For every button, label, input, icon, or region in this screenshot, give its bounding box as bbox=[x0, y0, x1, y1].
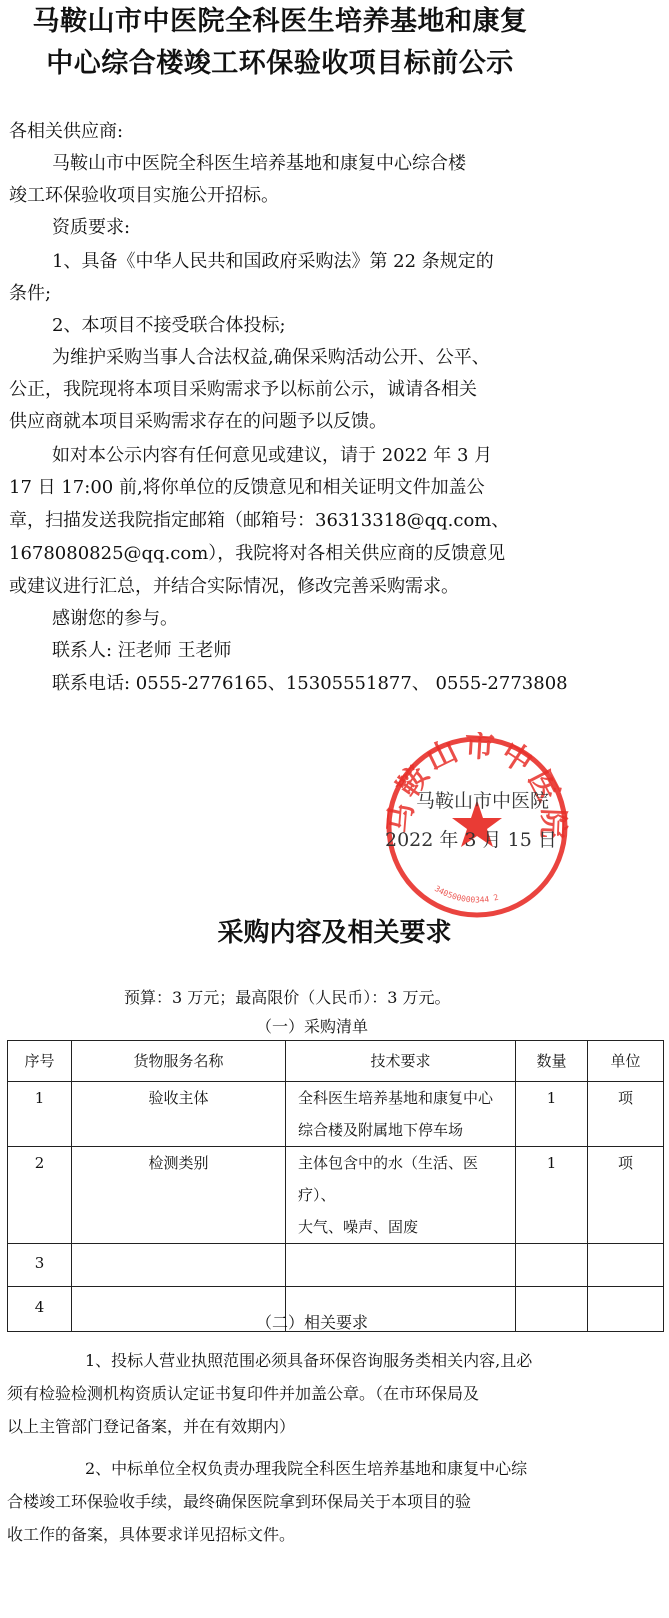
requirement-1-line-3: 以上主管部门登记备案，并在有效期内） bbox=[7, 1417, 296, 1436]
cell-tech bbox=[286, 1147, 516, 1244]
budget-line: 预算：3 万元；最高限价（人民币）：3 万元。 bbox=[124, 988, 451, 1007]
signature-org: 马鞍山市中医院 bbox=[416, 790, 550, 812]
cell-unit: 项 bbox=[588, 1082, 664, 1147]
cell-no: 2 bbox=[8, 1147, 72, 1244]
cell-name bbox=[72, 1244, 286, 1287]
paragraph-intro-line-1: 马鞍山市中医院全科医生培养基地和康复中心综合楼 bbox=[52, 153, 466, 174]
requirements-heading: （二）相关要求 bbox=[256, 1313, 369, 1332]
cell-qty: 1 bbox=[516, 1147, 588, 1244]
cell-unit: 项 bbox=[588, 1147, 664, 1244]
cell-no: 1 bbox=[8, 1082, 72, 1147]
cell-tech bbox=[286, 1244, 516, 1287]
col-header-unit: 单位 bbox=[588, 1041, 664, 1082]
cell-unit bbox=[588, 1287, 664, 1332]
stamp-number: 340500000344 2 bbox=[432, 884, 500, 905]
procurement-title: 采购内容及相关要求 bbox=[217, 918, 452, 948]
col-header-name: 货物服务名称 bbox=[72, 1041, 286, 1082]
requirement-2-line-3: 收工作的备案，具体要求详见招标文件。 bbox=[7, 1525, 296, 1544]
qualification-1-line-2: 条件; bbox=[9, 283, 52, 304]
requirement-1-line-1: 1、投标人营业执照范围必须具备环保咨询服务类相关内容,且必 bbox=[85, 1351, 533, 1370]
paragraph-purpose-line-2: 公正，我院现将本项目采购需求予以标前公示，诚请各相关 bbox=[9, 379, 477, 400]
requirement-1-line-2: 须有检验检测机构资质认定证书复印件并加盖公章。（在市环保局及 bbox=[7, 1384, 480, 1403]
cell-name: 验收主体 bbox=[72, 1082, 286, 1147]
cell-tech-line-1: 主体包含中的水（生活、医疗）、 bbox=[298, 1154, 479, 1204]
table-row bbox=[8, 1244, 664, 1287]
stamp-ring-text: 马鞍山市中医院 bbox=[382, 732, 571, 844]
contact-phone: 联系电话: 0555-2776165、15305551877、 0555-2773808 bbox=[52, 673, 568, 694]
paragraph-intro-line-2: 竣工环保验收项目实施公开招标。 bbox=[9, 185, 279, 206]
cell-qty bbox=[516, 1244, 588, 1287]
table-header-row bbox=[8, 1041, 664, 1082]
cell-qty bbox=[516, 1287, 588, 1332]
table-row bbox=[8, 1147, 664, 1244]
thanks-line: 感谢您的参与。 bbox=[52, 608, 178, 629]
qualification-2: 2、本项目不接受联合体投标; bbox=[52, 315, 286, 336]
cell-no: 3 bbox=[8, 1244, 72, 1287]
paragraph-feedback-line-3: 章，扫描发送我院指定邮箱（邮箱号：36313318@qq.com、 bbox=[9, 510, 510, 531]
cell-name bbox=[72, 1287, 286, 1332]
qualification-1-line-1: 1、具备《中华人民共和国政府采购法》第 22 条规定的 bbox=[52, 251, 494, 272]
requirement-2-line-1: 2、中标单位全权负责办理我院全科医生培养基地和康复中心综 bbox=[85, 1459, 528, 1478]
signature-date: 2022 年 3 月 15 日 bbox=[385, 829, 557, 851]
paragraph-purpose-line-1: 为维护采购当事人合法权益,确保采购活动公开、公平、 bbox=[52, 347, 490, 368]
cell-tech bbox=[286, 1082, 516, 1147]
paragraph-feedback-line-2: 17 日 17:00 前,将你单位的反馈意见和相关证明文件加盖公 bbox=[9, 477, 485, 498]
col-header-qty: 数量 bbox=[516, 1041, 588, 1082]
title-line-2: 中心综合楼竣工环保验收项目标前公示 bbox=[46, 48, 514, 79]
table-row bbox=[8, 1082, 664, 1147]
col-header-no: 序号 bbox=[8, 1041, 72, 1082]
cell-name: 检测类别 bbox=[72, 1147, 286, 1244]
paragraph-feedback-line-1: 如对本公示内容有任何意见或建议，请于 2022 年 3 月 bbox=[52, 445, 493, 466]
col-header-tech: 技术要求 bbox=[286, 1041, 516, 1082]
title-line-1: 马鞍山市中医院全科医生培养基地和康复 bbox=[32, 6, 528, 37]
qualification-heading: 资质要求: bbox=[52, 217, 131, 238]
contact-person: 联系人: 汪老师 王老师 bbox=[52, 640, 232, 661]
requirement-2-line-2: 合楼竣工环保验收手续，最终确保医院拿到环保局关于本项目的验 bbox=[7, 1492, 472, 1511]
paragraph-feedback-line-5: 或建议进行汇总，并结合实际情况，修改完善采购需求。 bbox=[9, 576, 459, 597]
cell-unit bbox=[588, 1244, 664, 1287]
cell-tech-line-1: 全科医生培养基地和康复中心 bbox=[298, 1089, 494, 1107]
cell-qty: 1 bbox=[516, 1082, 588, 1147]
cell-tech-line-2: 大气、噪声、固废 bbox=[298, 1218, 419, 1236]
cell-no: 4 bbox=[8, 1287, 72, 1332]
salutation: 各相关供应商: bbox=[9, 121, 124, 142]
svg-text:340500000344 2 bbox=[433, 884, 500, 905]
procurement-table bbox=[7, 1040, 664, 1332]
procurement-list-heading: （一）采购清单 bbox=[256, 1017, 369, 1036]
cell-tech-line-2: 综合楼及附属地下停车场 bbox=[298, 1121, 464, 1139]
paragraph-feedback-line-4: 1678080825@qq.com），我院将对各相关供应商的反馈意见 bbox=[9, 543, 506, 564]
paragraph-purpose-line-3: 供应商就本项目采购需求存在的问题予以反馈。 bbox=[9, 411, 387, 432]
